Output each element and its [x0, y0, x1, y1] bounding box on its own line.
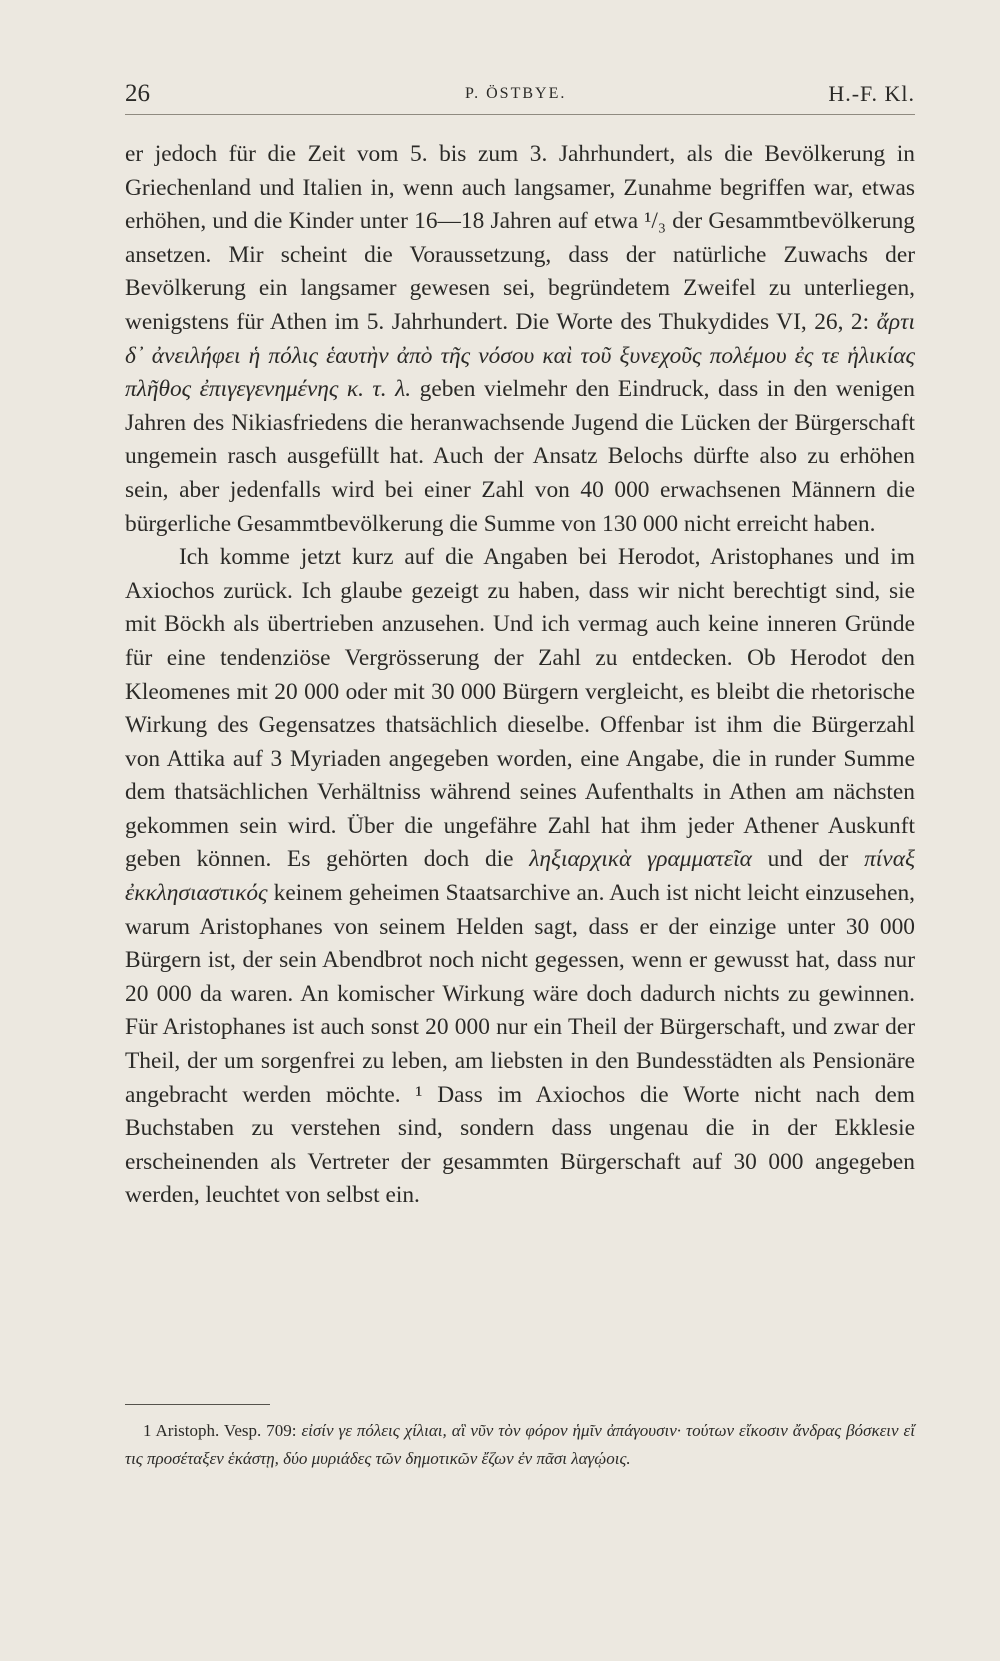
footnote-greek-quote: εἰσίν γε πόλεις χίλιαι, αἳ νῦν τὸν φόρον ἡμῖν ἀπάγουσιν· τούτων εἴκοσιν ἄνδρας βόσκειν εἴ τις προσέταξεν ἑκάστῃ, δύο μυριάδες τῶν δημοτικῶν ἔζων ἐν πᾶσι λαγῴοις.: [125, 1421, 915, 1468]
paragraph-1-text-b: der Gesammtbevölkerung ansetzen. Mir scheint die Voraussetzung, dass der natürliche Zuwachs der Bevölkerung ein langsamer gewesen sei, begründetem Zweifel zu unterliegen, wenigstens für Athen im 5. Jahrhundert. Die Worte des Thukydides VI, 26, 2:: [125, 208, 915, 335]
section-mark: H.-F. Kl.: [828, 81, 915, 106]
paragraph-2-text-b: und der: [751, 846, 865, 873]
paragraph-1-text-a: er jedoch für die Zeit vom 5. bis zum 3. Jahrhundert, als die Bevölkerung in Griechenland und Italien in, wenn auch langsamer, Zunahme begriffen war, etwas erhöhen, und die Kinder unter 16—18 Jahren auf etwa: [125, 141, 915, 235]
footnote-number: 1: [143, 1421, 152, 1440]
paragraph-2-text-a: Ich komme jetzt kurz auf die Angaben bei Herodot, Aristophanes und im Axiochos zurück. Ich glaube gezeigt zu haben, dass wir nicht berechtigt sind, sie mit Böckh als übertrieben anzusehen. Und ich vermag auch keine inneren Gründe für eine tendenziöse Vergrösserung der Zahl zu entdecken. Ob Herodot den Kleomenes mit 20 000 oder mit 30 000 Bürgern vergleicht, es bleibt die rhetorische Wirkung des Gegensatzes thatsächlich dieselbe. Offenbar ist ihm die Bürgerzahl von Attika auf 3 Myriaden angegeben worden, eine Angabe, die in runder Summe dem thatsächlichen Verhältniss während seines Aufenthalts in Athen am nächsten gekommen sein wird. Über die ungefähre Zahl hat ihm jeder Athener Auskunft geben können. Es gehörten doch die: [125, 544, 915, 873]
footnote-rule: [125, 1404, 270, 1405]
footnote: [125, 1417, 915, 1472]
footnote-reference: Aristoph. Vesp. 709:: [155, 1421, 302, 1440]
greek-term-pinax: πίναξ ἐκκλησιαστικός: [125, 846, 915, 907]
body-text: [125, 138, 915, 1213]
fraction-one-third: ¹/₃: [644, 208, 667, 235]
paragraph-1: [125, 138, 915, 541]
paragraph-2: [125, 541, 915, 1213]
thucydides-quote: ἄρτι δ᾽ ἀνειλήφει ἡ πόλις ἑαυτὴν ἀπὸ τῆς νόσου καὶ τοῦ ξυνεχοῦς πολέμου ἐς τε ἡλικίας πλῆθος ἐπιγεγενημένης κ. τ. λ.: [125, 308, 915, 403]
greek-term-lexiarchika: ληξιαρχικὰ γραμματεῖα: [529, 846, 752, 873]
running-title: P. ÖSTBYE.: [465, 85, 567, 102]
paragraph-2-text-c: keinem geheimen Staatsarchive an. Auch ist nicht leicht einzusehen, warum Aristophanes von seinem Helden sagt, dass er der einzige unter 30 000 Bürgern ist, der sein Abendbrot noch nicht gegessen, wenn er gewusst hat, dass nur 20 000 da waren. An komischer Wirkung wäre doch dadurch nichts zu gewinnen. Für Aristophanes ist auch sonst 20 000 nur ein Theil der Bürgerschaft, und zwar der Theil, der um sorgenfrei zu leben, am liebsten in den Bundesstädten als Pensionäre angebracht werden möchte. ¹ Dass im Axiochos die Worte nicht nach dem Buchstaben zu verstehen sind, sondern dass ungenau die in der Ekklesie erscheinenden als Vertreter der gesammten Bürgerschaft auf 30 000 angegeben werden, leuchtet von selbst ein.: [125, 880, 915, 1209]
paragraph-1-text-c: geben vielmehr den Eindruck, dass in den wenigen Jahren des Nikiasfriedens die heranwachsende Jugend die Lücken der Bürgerschaft ungemein rasch ausgefüllt hat. Auch der Ansatz Belochs dürfte also zu erhöhen sein, aber jedenfalls wird bei einer Zahl von 40 000 erwachsenen Männern die bürgerliche Gesammtbevölkerung die Summe von 130 000 nicht erreicht haben.: [125, 376, 915, 537]
page-number: 26: [125, 80, 150, 107]
page-header: [125, 80, 915, 115]
